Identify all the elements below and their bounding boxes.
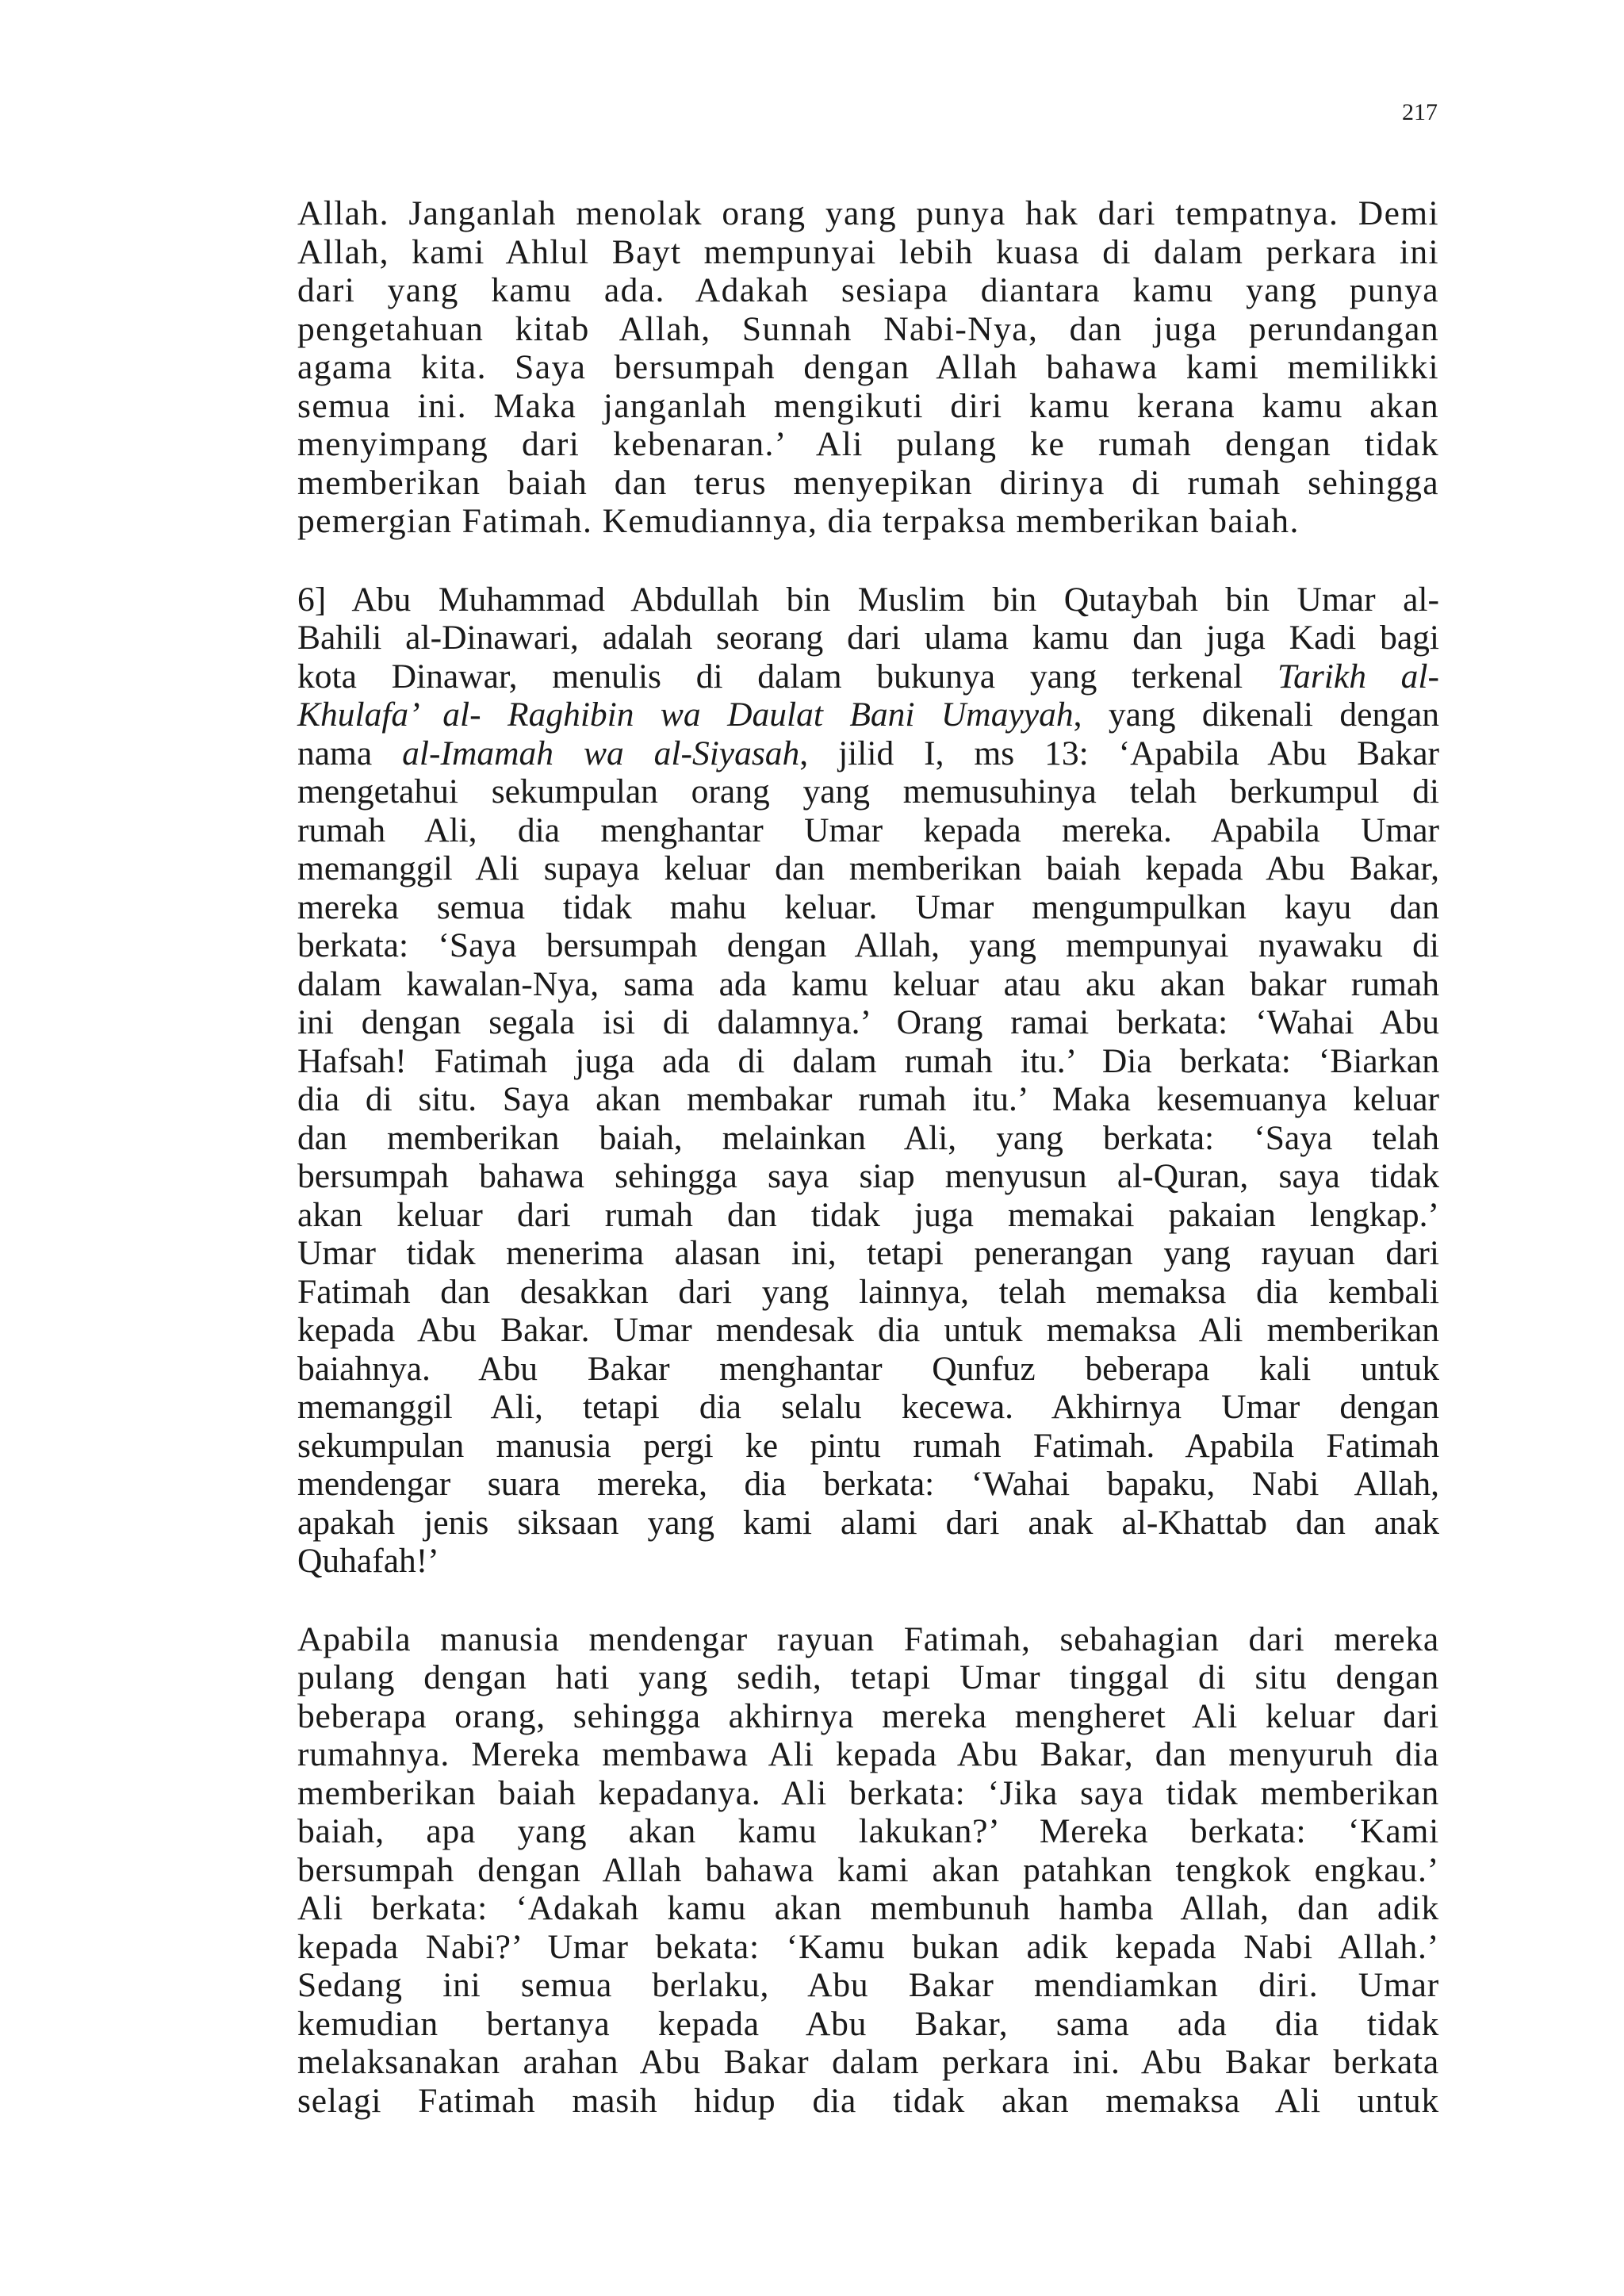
text-line: memanggil Ali, tetapi dia selalu kecewa. Akhirnya Umar dengan [297,1388,1439,1426]
text-line: mereka semua tidak mahu keluar. Umar mengumpulkan kayu dan [297,887,1439,926]
text-line [297,734,1439,773]
text-line: agama kita. Saya bersumpah dengan Allah bahawa kami memilikki [297,348,1439,386]
text-line [297,696,1439,734]
text-line: pemergian Fatimah. Kemudiannya, dia terpaksa memberikan baiah. [297,502,1300,540]
text-line: memberikan baiah kepadanya. Ali berkata: ‘Jika saya tidak memberikan [297,1773,1439,1812]
text-line: kemudian bertanya kepada Abu Bakar, sama ada dia tidak [297,2004,1439,2043]
text-line: melaksanakan arahan Abu Bakar dalam perkara ini. Abu Bakar berkata [297,2043,1439,2081]
text-line: memanggil Ali supaya keluar dan memberikan baiah kepada Abu Bakar, [297,849,1439,887]
text-line: baiah, apa yang akan kamu lakukan?’ Mereka berkata: ‘Kami [297,1812,1439,1850]
text-line: baiahnya. Abu Bakar menghantar Qunfuz beberapa kali untuk [297,1349,1439,1388]
text-line: Ali berkata: ‘Adakah kamu akan membunuh hamba Allah, dan adik [297,1889,1439,1927]
text-line: apakah jenis siksaan yang kami alami dari anak al-Khattab dan anak [297,1503,1439,1542]
text-line: Allah, kami Ahlul Bayt mempunyai lebih kuasa di dalam perkara ini [297,232,1439,271]
text-line [297,657,1439,696]
text-line: akan keluar dari rumah dan tidak juga memakai pakaian lengkap.’ [297,1195,1439,1234]
text-line: bersumpah bahawa sehingga saya siap menyusun al-Quran, saya tidak [297,1157,1439,1195]
text-line: dia di situ. Saya akan membakar rumah itu.’ Maka kesemuanya keluar [297,1080,1439,1118]
text-run: kota Dinawar, menulis di dalam bukunya yang terkenal [297,657,1277,696]
text-line: rumah Ali, dia menghantar Umar kepada mereka. Apabila Umar [297,811,1439,849]
text-line: semua ini. Maka janganlah mengikuti diri kamu kerana kamu akan [297,386,1439,425]
text-line: sekumpulan manusia pergi ke pintu rumah Fatimah. Apabila Fatimah [297,1426,1439,1465]
text-line: dan memberikan baiah, melainkan Ali, yang berkata: ‘Saya telah [297,1118,1439,1157]
book-title-italic: Tarikh al- [1277,657,1439,696]
text-line: Quhafah!’ [297,1542,439,1580]
text-line: menyimpang dari kebenaran.’ Ali pulang ke rumah dengan tidak [297,425,1439,463]
text-line: bersumpah dengan Allah bahawa kami akan patahkan tengkok engkau.’ [297,1850,1439,1889]
text-line: Umar tidak menerima alasan ini, tetapi penerangan yang rayuan dari [297,1234,1439,1272]
text-line: beberapa orang, sehingga akhirnya mereka mengheret Ali keluar dari [297,1696,1439,1735]
text-line: mendengar suara mereka, dia berkata: ‘Wahai bapaku, Nabi Allah, [297,1465,1439,1503]
text-line: Fatimah dan desakkan dari yang lainnya, telah memaksa dia kembali [297,1272,1439,1311]
text-line: selagi Fatimah masih hidup dia tidak akan memaksa Ali untuk [297,2081,1439,2120]
text-line: kepada Abu Bakar. Umar mendesak dia untuk memaksa Ali memberikan [297,1311,1439,1349]
text-run: nama [297,734,403,772]
paragraph-1 [297,194,1439,541]
text-run: , yang dikenali dengan [1073,696,1439,734]
text-line: dari yang kamu ada. Adakah sesiapa diantara kamu yang punya [297,271,1439,309]
paragraph-3 [297,1620,1439,2121]
text-line: Apabila manusia mendengar rayuan Fatimah, sebahagian dari mereka [297,1619,1439,1658]
text-line: pulang dengan hati yang sedih, tetapi Umar tinggal di situ dengan [297,1658,1439,1696]
text-line: mengetahui sekumpulan orang yang memusuhinya telah berkumpul di [297,772,1439,811]
text-run: , jilid I, ms 13: ‘Apabila Abu Bakar [799,734,1440,772]
text-line: rumahnya. Mereka membawa Ali kepada Abu Bakar, dan menyuruh dia [297,1735,1439,1773]
text-line: dalam kawalan-Nya, sama ada kamu keluar atau aku akan bakar rumah [297,964,1439,1003]
text-line: Bahili al-Dinawari, adalah seorang dari ulama kamu dan juga Kadi bagi [297,619,1439,657]
text-line: pengetahuan kitab Allah, Sunnah Nabi-Nya, dan juga perundangan [297,309,1439,348]
body-text [297,194,1439,2160]
text-line: Hafsah! Fatimah juga ada di dalam rumah itu.’ Dia berkata: ‘Biarkan [297,1041,1439,1080]
page-number: 217 [1402,99,1438,125]
text-line: berkata: ‘Saya bersumpah dengan Allah, yang mempunyai nyawaku di [297,926,1439,964]
text-line: ini dengan segala isi di dalamnya.’ Orang ramai berkata: ‘Wahai Abu [297,1003,1439,1041]
book-title-italic: al-Imamah wa al-Siyasah [402,734,800,772]
paragraph-2 [297,581,1439,1581]
text-line: 6] Abu Muhammad Abdullah bin Muslim bin Qutaybah bin Umar al- [297,580,1439,619]
book-title-italic: Khulafa’ al- Raghibin wa Daulat Bani Umayyah [297,696,1074,734]
text-line: Allah. Janganlah menolak orang yang punya hak dari tempatnya. Demi [297,194,1439,232]
text-line: memberikan baiah dan terus menyepikan dirinya di rumah sehingga [297,463,1439,502]
text-line: kepada Nabi?’ Umar bekata: ‘Kamu bukan adik kepada Nabi Allah.’ [297,1927,1439,1966]
text-line: Sedang ini semua berlaku, Abu Bakar mendiamkan diri. Umar [297,1966,1439,2004]
